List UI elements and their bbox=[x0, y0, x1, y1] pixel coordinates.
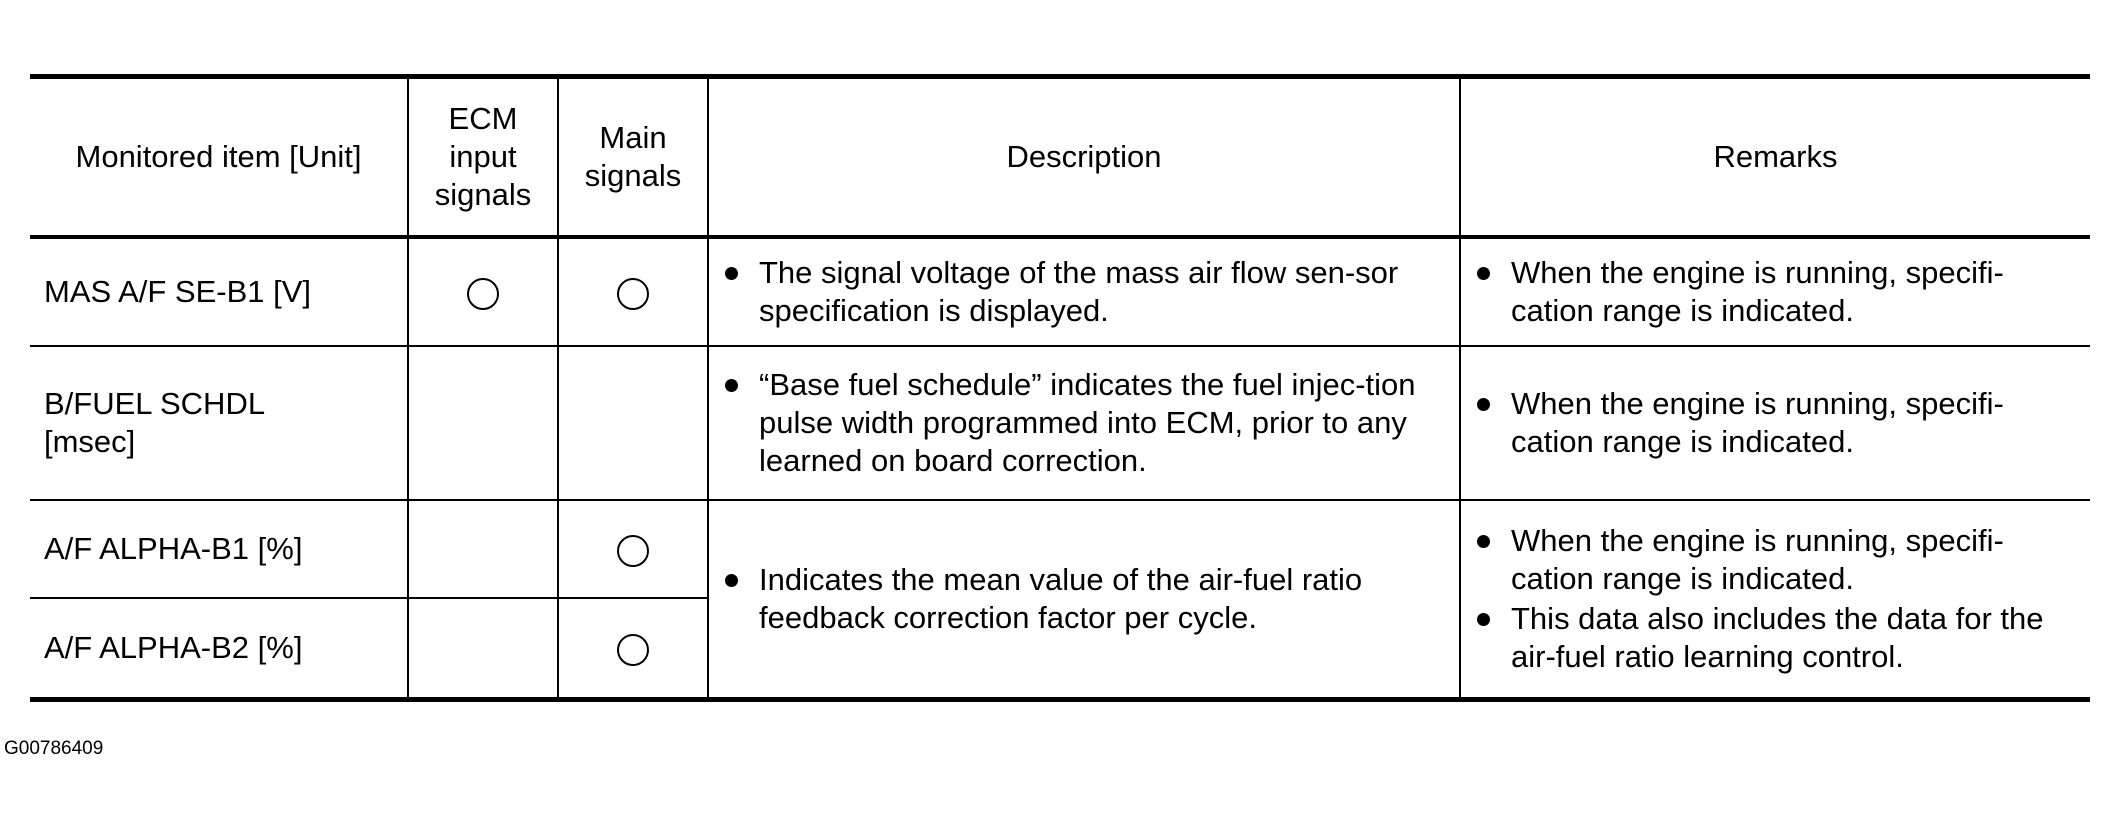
header-main-signals: Main signals bbox=[558, 77, 708, 238]
bullet-icon bbox=[725, 561, 759, 587]
figure-code: G00786409 bbox=[4, 738, 104, 759]
ecm-input-cell bbox=[408, 237, 558, 346]
description-cell: The signal voltage of the mass air flow sen-sor specification is displayed. bbox=[708, 237, 1460, 346]
monitored-items-table bbox=[30, 74, 2090, 702]
bullet-icon bbox=[725, 254, 759, 280]
main-signal-cell bbox=[558, 237, 708, 346]
description-cell: Indicates the mean value of the air-fuel ratio feedback correction factor per cycle. bbox=[708, 500, 1460, 700]
header-monitored-item: Monitored item [Unit] bbox=[30, 77, 408, 238]
remarks-cell: When the engine is running, specifi-cation range is indicated. bbox=[1460, 237, 2090, 346]
header-description: Description bbox=[708, 77, 1460, 238]
description-cell: “Base fuel schedule” indicates the fuel injec-tion pulse width programmed into ECM, prior to any learned on board correction. bbox=[708, 346, 1460, 500]
remarks-cell: When the engine is running, specifi-cation range is indicated. bbox=[1460, 346, 2090, 500]
table-row bbox=[30, 500, 2090, 598]
table-row bbox=[30, 237, 2090, 346]
table-row bbox=[30, 346, 2090, 500]
ecm-input-cell bbox=[408, 598, 558, 700]
bullet-icon bbox=[1477, 600, 1511, 626]
header-row bbox=[30, 77, 2090, 238]
main-signal-cell bbox=[558, 500, 708, 598]
header-remarks: Remarks bbox=[1460, 77, 2090, 238]
ecm-input-cell bbox=[408, 346, 558, 500]
item-cell: MAS A/F SE-B1 [V] bbox=[30, 237, 408, 346]
bullet-icon bbox=[1477, 385, 1511, 411]
circle-mark-icon bbox=[617, 634, 649, 666]
remarks-cell: When the engine is running, specifi-cation range is indicated. This data also includes the data for the air-fuel ratio learning control. bbox=[1460, 500, 2090, 700]
item-cell: A/F ALPHA-B2 [%] bbox=[30, 598, 408, 700]
header-ecm-input-signals: ECM input signals bbox=[408, 77, 558, 238]
item-cell: B/FUEL SCHDL [msec] bbox=[30, 346, 408, 500]
main-signal-cell bbox=[558, 346, 708, 500]
bullet-icon bbox=[725, 366, 759, 392]
circle-mark-icon bbox=[467, 278, 499, 310]
bullet-icon bbox=[1477, 522, 1511, 548]
circle-mark-icon bbox=[617, 535, 649, 567]
bullet-icon bbox=[1477, 254, 1511, 280]
monitor-table-wrapper bbox=[30, 74, 2090, 702]
item-cell: A/F ALPHA-B1 [%] bbox=[30, 500, 408, 598]
main-signal-cell bbox=[558, 598, 708, 700]
circle-mark-icon bbox=[617, 278, 649, 310]
ecm-input-cell bbox=[408, 500, 558, 598]
